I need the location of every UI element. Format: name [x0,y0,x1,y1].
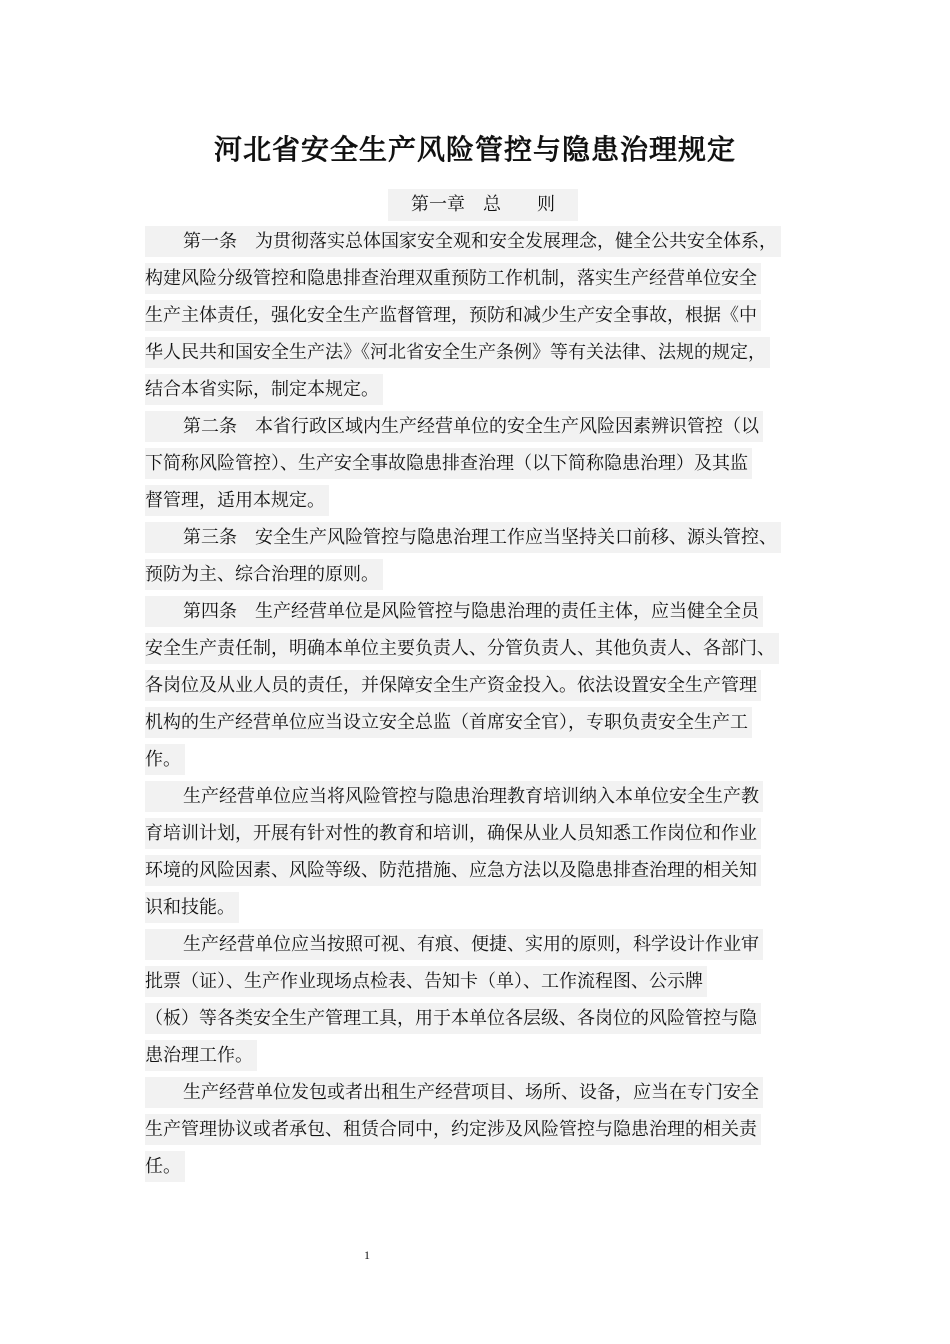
line-text: 环境的风险因素、风险等级、防范措施、应急方法以及隐患排查治理的相关知 [145,860,757,881]
paragraph-art4-p3 [145,926,811,1074]
paragraph-line [145,1000,811,1037]
line-text: 生产主体责任，强化安全生产监督管理，预防和减少生产安全事故，根据《中 [145,305,757,326]
paragraph-line [145,408,811,445]
paragraph-line [145,926,811,963]
paragraph-art4 [145,593,811,778]
line-text: 构建风险分级管控和隐患排查治理双重预防工作机制，落实生产经营单位安全 [145,268,757,289]
line-text: 生产管理协议或者承包、租赁合同中，约定涉及风险管控与隐患治理的相关责 [145,1119,757,1140]
paragraph-art2 [145,408,811,519]
line-text: 机构的生产经营单位应当设立安全总监（首席安全官），专职负责安全生产工 [145,712,748,733]
line-text: 结合本省实际，制定本规定。 [145,379,379,400]
line-text: 识和技能。 [145,897,235,918]
paragraph-art3 [145,519,811,593]
line-text: 育培训计划，开展有针对性的教育和培训，确保从业人员知悉工作岗位和作业 [145,823,757,844]
paragraph-line [145,334,811,371]
line-text: 预防为主、综合治理的原则。 [145,564,379,585]
paragraph-line [145,519,811,556]
paragraph-line [145,852,811,889]
line-text: 各岗位及从业人员的责任，并保障安全生产资金投入。依法设置安全生产管理 [145,675,757,696]
paragraph-line [145,593,811,630]
paragraph-line [145,1111,811,1148]
line-text: 任。 [145,1156,181,1177]
line-text: （板）等各类安全生产管理工具，用于本单位各层级、各岗位的风险管控与隐 [145,1008,757,1029]
line-text: 第三条 安全生产风险管控与隐患治理工作应当坚持关口前移、源头管控、 [183,527,777,548]
paragraph-line [145,297,811,334]
paragraph-line [145,223,811,260]
page-number: 1 [364,1248,370,1262]
line-text: 生产经营单位应当将风险管控与隐患治理教育培训纳入本单位安全生产教 [183,786,759,807]
line-text: 下简称风险管控）、生产安全事故隐患排查治理（以下简称隐患治理）及其监 [145,453,748,474]
line-text: 华人民共和国安全生产法》《河北省安全生产条例》等有关法律、法规的规定， [145,342,766,363]
chapter-heading: 第一章 总 则 [388,189,578,221]
paragraph-line [145,371,811,408]
line-text: 督管理，适用本规定。 [145,490,325,511]
paragraph-line [145,260,811,297]
paragraph-line [145,704,811,741]
line-text: 生产经营单位发包或者出租生产经营项目、场所、设备，应当在专门安全 [183,1082,759,1103]
paragraph-line [145,741,811,778]
paragraph-line [145,815,811,852]
paragraph-line [145,963,811,1000]
line-text: 第二条 本省行政区域内生产经营单位的安全生产风险因素辨识管控（以 [183,416,759,437]
document-title: 河北省安全生产风险管控与隐患治理规定 [213,133,736,166]
paragraph-line [145,482,811,519]
line-text: 作。 [145,749,181,770]
paragraph-art4-p2 [145,778,811,926]
line-text: 生产经营单位应当按照可视、有痕、便捷、实用的原则，科学设计作业审 [183,934,759,955]
paragraph-line [145,1148,811,1185]
line-text: 患治理工作。 [145,1045,253,1066]
paragraph-line [145,445,811,482]
paragraph-art1 [145,223,811,408]
paragraph-line [145,889,811,926]
paragraph-line [145,1037,811,1074]
paragraph-line [145,1074,811,1111]
document-body [145,223,811,1185]
paragraph-line [145,778,811,815]
paragraph-line [145,667,811,704]
line-text: 批票（证）、生产作业现场点检表、告知卡（单）、工作流程图、公示牌 [145,971,703,992]
line-text: 第一条 为贯彻落实总体国家安全观和安全发展理念，健全公共安全体系， [183,231,777,252]
paragraph-art4-p4 [145,1074,811,1185]
line-text: 安全生产责任制，明确本单位主要负责人、分管负责人、其他负责人、各部门、 [145,638,775,659]
line-text: 第四条 生产经营单位是风险管控与隐患治理的责任主体，应当健全全员 [183,601,759,622]
paragraph-line [145,630,811,667]
paragraph-line [145,556,811,593]
